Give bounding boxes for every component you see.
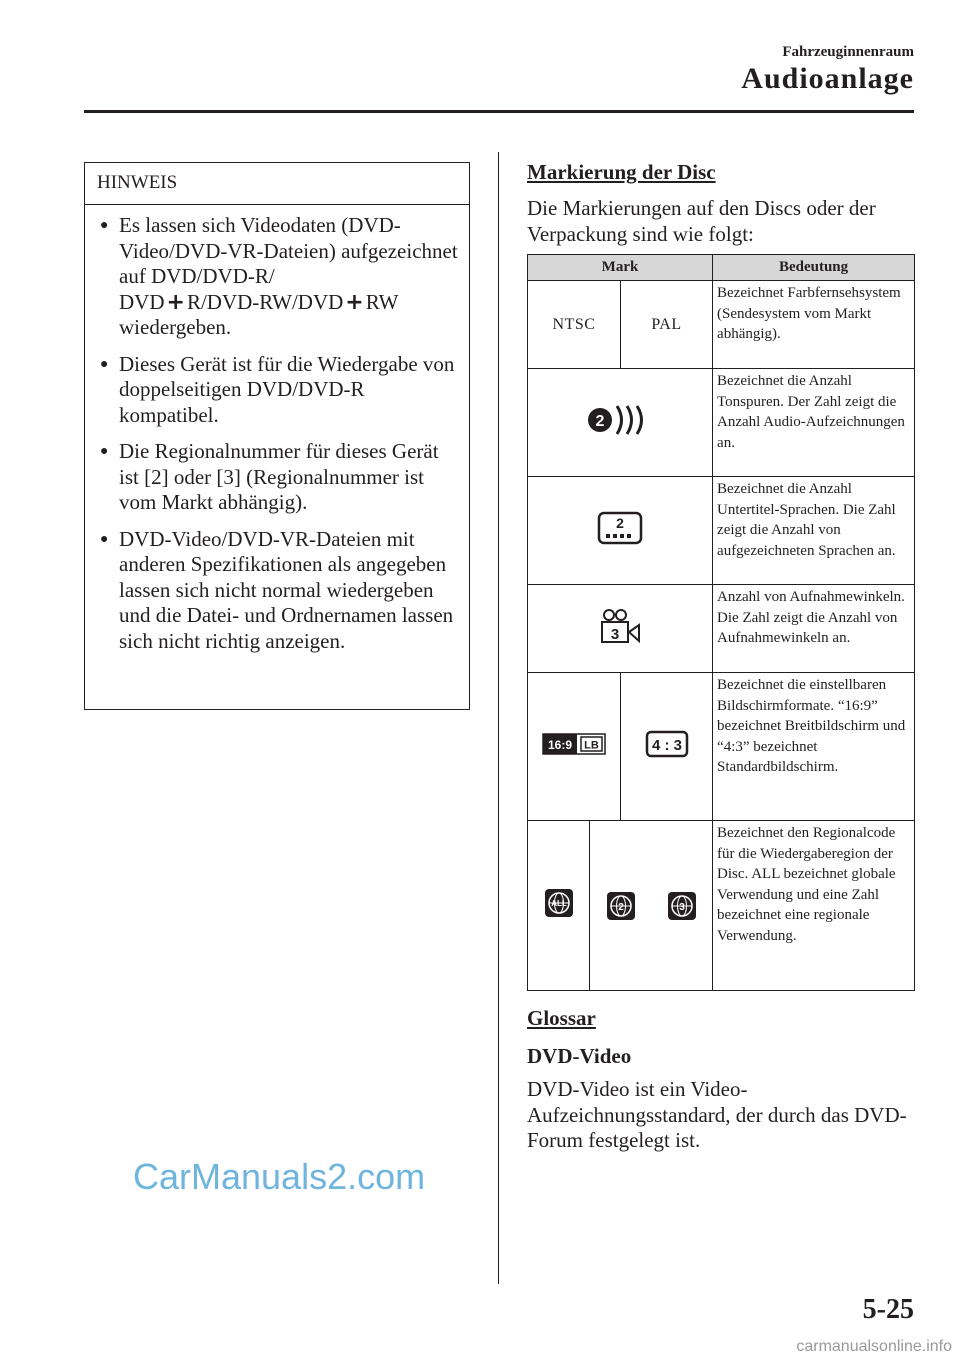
region-3-icon <box>667 891 697 921</box>
column-divider <box>498 152 499 1284</box>
angles-mark <box>528 585 713 673</box>
region-2-label: 2 <box>617 901 624 913</box>
audio-tracks-number: 2 <box>595 413 605 430</box>
section-label: Fahrzeuginnenraum <box>782 44 914 60</box>
standard-screen-icon <box>645 730 689 758</box>
subtitles-number: 2 <box>616 515 624 531</box>
note-item-text: RW wiedergeben. <box>119 289 399 339</box>
subtitles-icon <box>597 511 643 545</box>
bullet-icon: ● <box>100 356 109 372</box>
subtitles-mark <box>528 477 713 585</box>
note-item <box>99 352 459 429</box>
note-item-text: Dieses Gerät ist für die Wiedergabe von doppelseitigen DVD/DVD-R kompatibel. <box>119 351 455 427</box>
glossary-definition: DVD-Video ist ein Video-Aufzeichnungsstandard, der durch das DVD-Forum festgelegt ist. <box>527 1077 907 1152</box>
pal-label: PAL <box>651 315 682 333</box>
camera-angle-icon <box>596 608 644 644</box>
page-number: 5-25 <box>862 1294 914 1325</box>
region-2-mark <box>590 821 713 991</box>
letterbox-label: LB <box>584 739 599 752</box>
page-title: Audioanlage <box>741 62 914 95</box>
angles-number: 3 <box>610 626 620 643</box>
note-item <box>99 527 459 655</box>
note-box <box>84 162 470 710</box>
table-header-row <box>528 255 915 281</box>
region-all-mark <box>528 821 590 991</box>
note-item-text: DVD <box>119 289 165 314</box>
table-row <box>528 821 915 991</box>
plus-icon: + <box>345 289 364 315</box>
row-desc: Anzahl von Aufnahmewinkeln. Die Zahl zeigt die Anzahl von Aufnahmewinkeln an. <box>713 585 915 673</box>
note-item-text: Die Regionalnummer für dieses Gerät ist [2] oder [3] (Regionalnummer ist vom Markt abhängig). <box>119 439 439 514</box>
col-header-meaning: Bedeutung <box>713 255 915 281</box>
row-desc: Bezeichnet den Regionalcode für die Wiedergaberegion der Disc. ALL bezeichnet globale Verwendung und eine Zahl bezeichnet eine regionale Verwendung. <box>713 821 915 991</box>
row-desc: Bezeichnet die einstellbaren Bildschirmformate. “16:9” bezeichnet Breitbildschirm und “4:3” bezeichnet Standardbildschirm. <box>713 673 915 821</box>
note-item-text: R/DVD-RW/DVD <box>186 289 344 314</box>
bullet-icon: ● <box>100 531 109 547</box>
marks-intro: Die Markierungen auf den Discs oder der Verpackung sind wie folgt: <box>527 196 876 246</box>
header-rule <box>84 110 914 113</box>
note-item <box>99 439 459 516</box>
note-item <box>99 213 459 341</box>
widescreen-label: 16:9 <box>547 738 573 752</box>
watermark: CarManuals2.com <box>133 1156 426 1197</box>
region-globe-icon <box>606 891 636 921</box>
bullet-icon: ● <box>100 444 109 459</box>
table-row <box>528 585 915 673</box>
pal-mark <box>621 281 713 369</box>
footer-site: carmanualsonline.info <box>796 1338 952 1355</box>
ntsc-label: NTSC <box>552 315 596 333</box>
region-3-label: 3 <box>678 901 685 913</box>
marks-heading: Markierung der Disc <box>527 160 716 184</box>
audio-tracks-icon <box>584 400 656 440</box>
table-row <box>528 477 915 585</box>
glossary-term: DVD-Video <box>527 1044 632 1068</box>
marks-table <box>527 254 915 991</box>
row-desc: Bezeichnet die Anzahl Untertitel-Sprachen. Die Zahl zeigt die Anzahl von aufgezeichneten Sprachen an. <box>713 477 915 585</box>
ntsc-mark <box>528 281 621 369</box>
region-all-label: ALL <box>550 899 567 908</box>
note-item-text: DVD-Video/DVD-VR-Dateien mit anderen Spezifikationen als angegeben lassen sich nicht normal wiedergeben und die Datei- und Ordnernamen lassen sich nicht richtig anzeigen. <box>119 526 454 653</box>
note-item-text: Es lassen sich Videodaten (DVD-Video/DVD-VR-Dateien) aufgezeichnet auf DVD/DVD-R/ <box>119 213 458 288</box>
note-list <box>85 205 469 654</box>
region-2-group <box>590 891 712 921</box>
bullet-icon: ● <box>100 218 109 233</box>
col-header-mark: Mark <box>528 255 713 281</box>
widescreen-mark <box>528 673 621 821</box>
standard-mark <box>621 673 713 821</box>
standard-label: 4 : 3 <box>651 737 682 754</box>
table-row <box>528 281 915 369</box>
row-desc: Bezeichnet die Anzahl Tonspuren. Der Zahl zeigt die Anzahl Audio-Aufzeichnungen an. <box>713 369 915 477</box>
row-desc: Bezeichnet Farbfernsehsystem (Sendesystem vom Markt abhängig). <box>713 281 915 369</box>
note-heading: HINWEIS <box>85 163 469 205</box>
glossary-heading: Glossar <box>527 1006 596 1030</box>
table-row <box>528 673 915 821</box>
table-row <box>528 369 915 477</box>
region-all-icon <box>544 888 574 918</box>
audio-tracks-mark <box>528 369 713 477</box>
plus-icon: + <box>166 289 185 315</box>
widescreen-icon <box>542 733 606 755</box>
